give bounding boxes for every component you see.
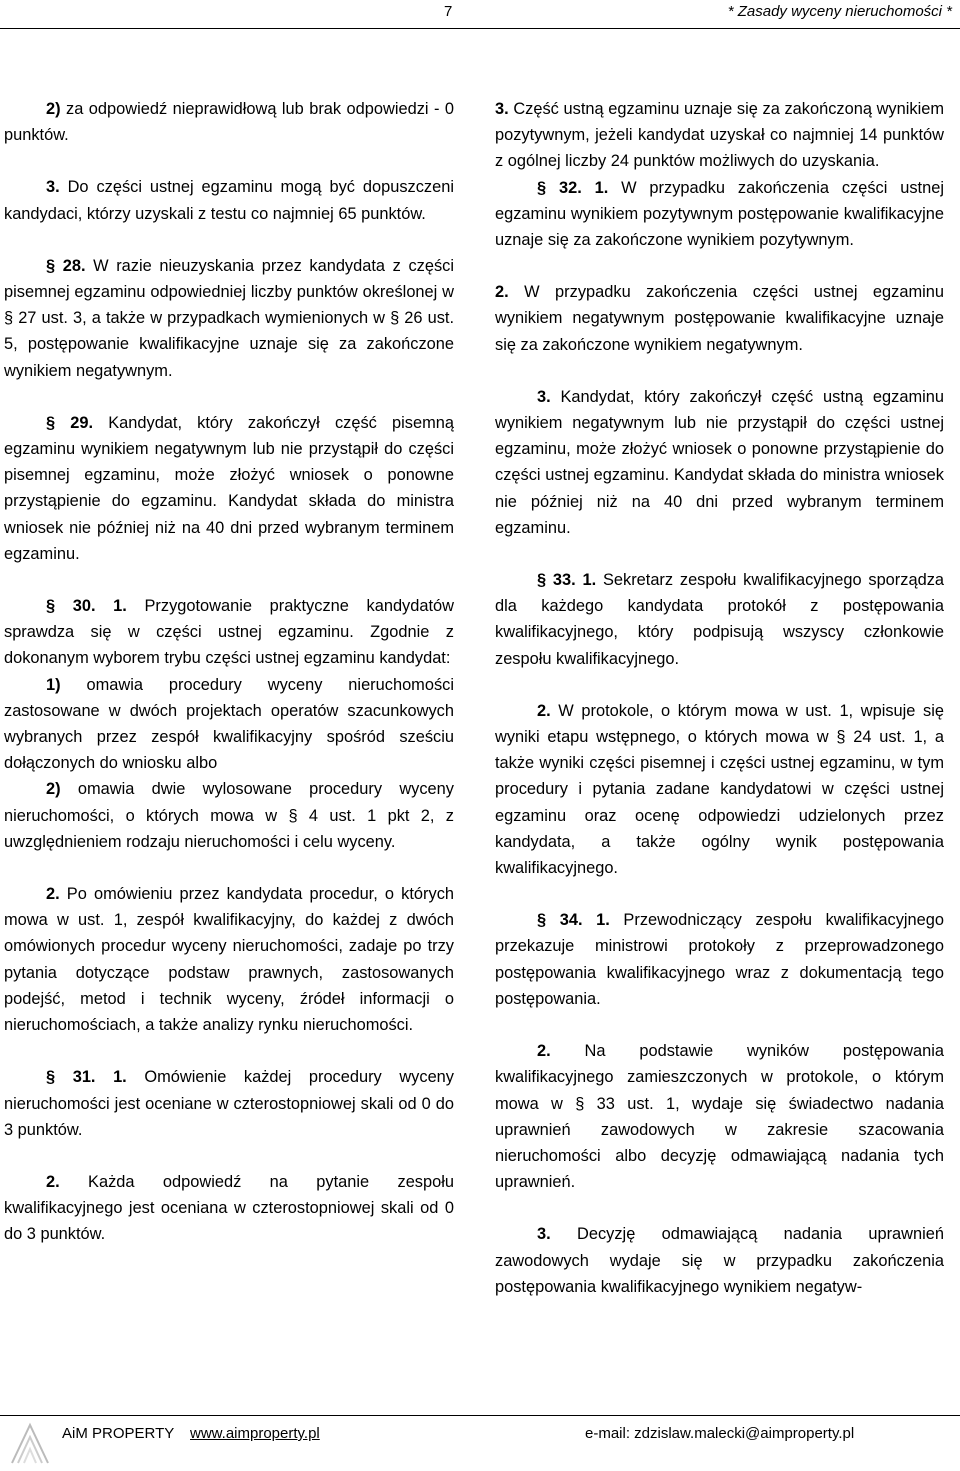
paragraph (4, 96, 454, 148)
footer-company-name: AiM PROPERTY (62, 1425, 175, 1442)
paragraph-text: W protokole, o którym mowa w ust. 1, wpisuje się wyniki etapu wstępnego, o których mowa w § 24 ust. 1, a także wyniki części pisemnej i części ustnej egzaminu, w tym procedury i pytania zadane kandydatowi w części ustnej egzaminu oraz ocenę odpowiedzi udzielonych przez kandydata, a także ogólny wynik postępowania kwalifikacyjnego. (495, 701, 944, 878)
paragraph-text: W razie nieuzyskania przez kandydata z części pisemnej egzaminu odpowiedniej liczby punktów określonej w § 27 ust. 3, a także w przypadkach wymienionych w § 26 ust. 5, postępowanie kwalifikacyjne uznaje się za zakończone wynikiem negatywnym. (4, 256, 454, 380)
paragraph-text: Kandydat, który zakończył część ustną egzaminu wynikiem negatywnym lub nie przystąpił do części ustnej egzaminu, może złożyć wniosek o ponowne przystąpienie do części ustnej egzaminu. Kandydat składa do ministra wniosek nie później niż na 40 dni przed wybranym terminem egzaminu. (495, 387, 944, 537)
paragraph-text: Przewodniczący zespołu kwalifikacyjnego przekazuje ministrowi protokoły z przeprowadzonego postępowania kwalifikacyjnego wraz z dokumentacją tego postępowania. (495, 911, 945, 1008)
paragraph-text: Po omówieniu przez kandydata procedur, o których mowa w ust. 1, zespół kwalifikacyjny, do każdej z dwóch omówionych procedur wyceny nieruchomości, zadaje po trzy pytania dotyczące podstaw prawnych, zastosowanych podejść, metod i technik wyceny, źródeł informacji o nieruchomościach, a także analizy rynku nieruchomości. (4, 885, 454, 1035)
paragraph-number: § 33. 1. (537, 571, 597, 590)
paragraph (4, 410, 454, 567)
paragraph (495, 1038, 944, 1195)
footer-website-link[interactable]: www.aimproperty.pl (190, 1425, 320, 1442)
paragraph-number: 1) (46, 675, 61, 694)
page-number: 7 (444, 3, 453, 20)
paragraph-number: § 34. 1. (537, 911, 610, 930)
page-header (0, 0, 960, 34)
paragraph-text: Kandydat, który zakończył część pisemną egzaminu wynikiem negatywnym lub nie przystąpił do części pisemnej egzaminu, może złożyć wniosek o ponowne przystąpienie do egzaminu. Kandydat składa do ministra wniosek nie później niż na 40 dni przed wybranym terminem egzaminu. (4, 413, 454, 563)
paragraph-text: Na podstawie wyników postępowania kwalifikacyjnego zamieszczonych w protokole, o którym mowa w § 33 ust. 1, wydaje się świadectwo nadania uprawnień zawodowych w zakresie szacowania nieruchomości albo decyzję odmawiającą nadania tych uprawnień. (495, 1042, 944, 1192)
paragraph (4, 174, 454, 226)
paragraph (495, 907, 944, 1012)
paragraph (4, 1169, 454, 1248)
paragraph (495, 96, 944, 175)
paragraph-number: § 30. 1. (46, 597, 127, 616)
paragraph-number: 2. (46, 1172, 60, 1191)
footer-divider (0, 1415, 960, 1416)
paragraph-number: 2. (495, 283, 509, 302)
paragraph-text: Sekretarz zespołu kwalifikacyjnego sporządza dla każdego kandydata protokół z postępowania kwalifikacyjnego, który podpisują wszyscy członkowie zespołu kwalifikacyjnego. (495, 571, 944, 668)
paragraph-text: Każda odpowiedź na pytanie zespołu kwalifikacyjnego jest oceniana w czterostopniowej skali od 0 do 3 punktów. (4, 1172, 454, 1244)
paragraph-text: Do części ustnej egzaminu mogą być dopuszczeni kandydaci, którzy uzyskali z testu co najmniej 65 punktów. (4, 178, 454, 223)
paragraph (495, 698, 944, 881)
header-divider (0, 28, 960, 29)
paragraph-number: 3. (537, 1225, 551, 1244)
aim-property-logo-icon (8, 1419, 52, 1467)
paragraph-number: 2) (46, 780, 61, 799)
paragraph (495, 279, 944, 358)
paragraph (4, 881, 454, 1038)
paragraph-text: Omówienie każdej procedury wyceny nieruchomości jest oceniane w czterostopniowej skali od 0 do 3 punktów. (4, 1068, 454, 1139)
paragraph-number: 3. (46, 178, 60, 197)
paragraph (4, 593, 454, 672)
paragraph (4, 776, 454, 855)
paragraph-number: 2) (46, 100, 61, 118)
paragraph-number: § 31. 1. (46, 1068, 127, 1087)
paragraph (4, 672, 454, 777)
paragraph-number: 2. (46, 885, 60, 904)
paragraph-number: 2. (537, 1042, 551, 1061)
page-footer (0, 1415, 960, 1471)
paragraph-number: 3. (495, 100, 509, 118)
paragraph-text: omawia procedury wyceny nieruchomości zastosowane w dwóch projektach operatów szacunkowych wybranych przez zespół kwalifikacyjny spośród sześciu dołączonych do wniosku albo (4, 675, 454, 773)
paragraph-number: 3. (537, 387, 551, 406)
paragraph-text: Przygotowanie praktyczne kandydatów sprawdza się w części ustnej egzaminu. Zgodnie z dokonanym wyborem trybu części ustnej egzaminu kandydat: (4, 597, 454, 668)
paragraph-number: 2. (537, 701, 551, 720)
paragraph (4, 1064, 454, 1143)
footer-email: e-mail: zdzislaw.malecki@aimproperty.pl (585, 1425, 855, 1442)
left-text-column (4, 96, 454, 1248)
paragraph (495, 175, 944, 254)
paragraph (495, 567, 944, 672)
paragraph-text: za odpowiedź nieprawidłową lub brak odpowiedzi - 0 punktów. (4, 100, 454, 145)
paragraph (4, 253, 454, 384)
paragraph (495, 384, 944, 541)
paragraph-text: W przypadku zakończenia części ustnej egzaminu wynikiem negatywnym postępowanie kwalifikacyjne uznaje się za zakończone wynikiem negatywnym. (495, 283, 944, 354)
right-text-column (495, 96, 944, 1300)
paragraph-number: § 32. 1. (537, 178, 609, 197)
paragraph-number: § 29. (46, 413, 94, 432)
paragraph-text: W przypadku zakończenia części ustnej egzaminu wynikiem pozytywnym postępowanie kwalifikacyjne uznaje się za zakończone wynikiem pozytywnym. (495, 178, 944, 250)
header-title: * Zasady wyceny nieruchomości * (727, 3, 952, 20)
paragraph-text: Część ustną egzaminu uznaje się za zakończoną wynikiem pozytywnym, jeżeli kandydat uzyskał co najmniej 14 punktów z ogólnej liczby 24 punktów możliwych do uzyskania. (495, 100, 944, 171)
paragraph-text: Decyzję odmawiającą nadania uprawnień zawodowych wydaje się w przypadku zakończenia postępowania kwalifikacyjnego wynikiem negatyw- (495, 1225, 944, 1296)
paragraph-number: § 28. (46, 256, 86, 275)
paragraph-text: omawia dwie wylosowane procedury wyceny nieruchomości, o których mowa w § 4 ust. 1 pkt 2, z uwzględnieniem rodzaju nieruchomości i celu wyceny. (4, 780, 454, 851)
paragraph (495, 1221, 944, 1300)
